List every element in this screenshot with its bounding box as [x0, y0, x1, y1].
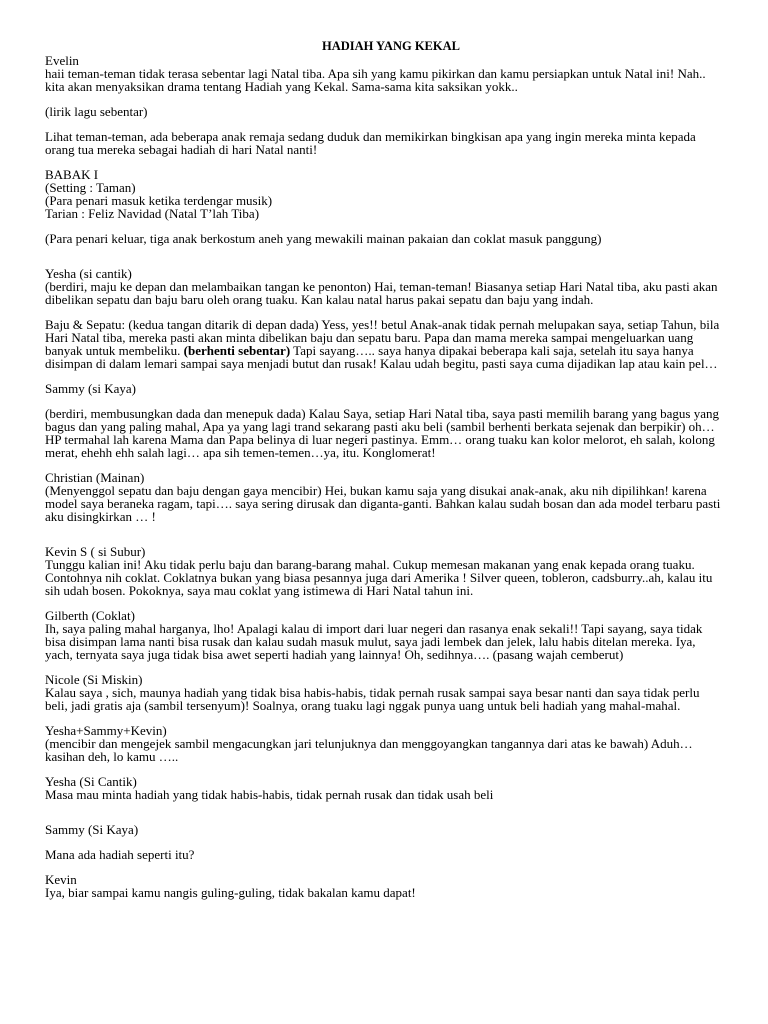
document-title: HADIAH YANG KEKAL	[322, 39, 460, 53]
speaker-sammy: Sammy (si Kaya)	[45, 381, 136, 396]
dialogue-baju-sepatu-part1: Baju & Sepatu: (kedua tangan ditarik di depan dada) Yess, yes!! betul Anak-anak tidak pernah melupakan saya, setiap Tahun, bila Hari Natal tiba, mereka pasti akan minta dibelikan baju dan sepatu baru. Papa dan mama mereka sampai mengeluarkan uang banyak untuk membeliku.	[45, 317, 720, 358]
act-heading: BABAK I	[45, 167, 99, 182]
speaker-sammy-2: Sammy (Si Kaya)	[45, 822, 139, 837]
dialogue-kevin-s: Tunggu kalian ini! Aku tidak perlu baju dan barang-barang mahal. Cukup memesan makanan yang enak kepada orang tuaku. Contohnya nih coklat. Coklatnya bukan yang biasa pesannya juga dari Amerika ! Silver queen, tobleron, cadsburry..ah, kalau itu sih udah bosen. Pokoknya, saya mau coklat yang istimewa di Hari Natal tahun ini.	[45, 557, 713, 598]
speaker-evelin: Evelin	[45, 53, 79, 68]
speaker-nicole: Nicole (Si Miskin)	[45, 672, 143, 687]
speaker-kevin: Kevin	[45, 872, 77, 887]
dialogue-yesha: (berdiri, maju ke depan dan melambaikan tangan ke penonton) Hai, teman-teman! Biasanya setiap Hari Natal tiba, aku pasti akan dibelikan sepatu dan baju baru oleh orang tuaku. Kan kalau natal harus pakai sepatu dan baju yang indah.	[45, 279, 718, 307]
dialogue-christian: (Menyenggol sepatu dan baju dengan gaya mencibir) Hei, bukan kamu saja yang disukai anak-anak, aku nih dipilihkan! karena model saya beraneka ragam, tapi…. saya sering dirusak dan diganta-ganti. Bahkan kalau sudah bosan dan ada model terbaru pasti aku disingkirkan … !	[45, 483, 721, 524]
paragraph-narration: Lihat teman-teman, ada beberapa anak remaja sedang duduk dan memikirkan bingkisan apa yang ingin mereka minta kepada orang tua mereka sebagai hadiah di hari Natal nanti!	[45, 129, 696, 157]
dialogue-baju-sepatu	[45, 318, 725, 370]
dialogue-sammy: (berdiri, membusungkan dada dan menepuk dada) Kalau Saya, setiap Hari Natal tiba, saya pasti memilih barang yang bagus yang bagus dan yang paling mahal, Apa ya yang lagi trand sekarang pasti aku beli (sambil berhenti berkata sejenak dan berpikir) oh… HP termahal lah karena Mama dan Papa belinya di luar negeri pastinya. Emm… orang tuaku kan kolor melorot, eh salah, kolong merat, ehehh ehh salah lagi… apa sih temen-temen…ya, itu. Konglomerat!	[45, 406, 719, 460]
dialogue-yesha-2: Masa mau minta hadiah yang tidak habis-habis, tidak pernah rusak dan tidak usah beli	[45, 787, 494, 802]
speaker-group: Yesha+Sammy+Kevin)	[45, 723, 167, 738]
stage-direction-dancers-exit: (Para penari keluar, tiga anak berkostum aneh yang mewakili mainan pakaian dan coklat masuk panggung)	[45, 231, 602, 246]
speaker-christian: Christian (Mainan)	[45, 470, 145, 485]
dialogue-sammy-2: Mana ada hadiah seperti itu?	[45, 847, 195, 862]
dialogue-group: (mencibir dan mengejek sambil mengacungkan jari telunjuknya dan menggoyangkan tangannya dari atas ke bawah) Aduh… kasihan deh, lo kamu …..	[45, 736, 693, 764]
dialogue-nicole: Kalau saya , sich, maunya hadiah yang tidak bisa habis-habis, tidak pernah rusak sampai saya besar nanti dan saya tidak perlu beli, jadi gratis aja (sambil tersenyum)! Soalnya, orang tuaku lagi nggak punya uang untuk beli hadiah yang mahal-mahal.	[45, 685, 700, 713]
speaker-yesha-2: Yesha (Si Cantik)	[45, 774, 137, 789]
speaker-yesha: Yesha (si cantik)	[45, 266, 132, 281]
dialogue-baju-sepatu-part2: Tapi sayang….. saya hanya dipakai beberapa kali saja, setelah itu saya hanya disimpan di dalam lemari sampai saya menjadi butut dan rusak! Kalau udah begitu, pasti saya cuma dijadikan lap atau kain pel…	[45, 343, 718, 371]
paragraph-intro: haii teman-teman tidak terasa sebentar lagi Natal tiba. Apa sih yang kamu pikirkan dan kamu persiapkan untuk Natal ini! Nah.. kita akan menyaksikan drama tentang Hadiah yang Kekal. Sama-sama kita saksikan yokk..	[45, 66, 706, 94]
speaker-kevin-s: Kevin S ( si Subur)	[45, 544, 146, 559]
dance-line: Tarian : Feliz Navidad (Natal T’lah Tiba)	[45, 206, 260, 221]
dialogue-kevin: Iya, biar sampai kamu nangis guling-guling, tidak bakalan kamu dapat!	[45, 885, 416, 900]
dialogue-baju-sepatu-pause: (berhenti sebentar)	[183, 343, 291, 358]
dialogue-gilberth: Ih, saya paling mahal harganya, lho! Apalagi kalau di import dari luar negeri dan rasanya enak sekali!! Tapi sayang, saya tidak bisa disimpan lama nanti bisa rusak dan kalau sudah masuk mulut, saya jadi lembek dan jelek, lalu habis ditelan mereka. Iya, yach, ternyata saya juga tidak bisa awet seperti hadiah yang lainnya! Oh, sedihnya…. (pasang wajah cemberut)	[45, 621, 703, 662]
document-page	[45, 40, 725, 899]
stage-direction-lyrics: (lirik lagu sebentar)	[45, 104, 148, 119]
speaker-gilberth: Gilberth (Coklat)	[45, 608, 135, 623]
stage-direction-dancers-enter: (Para penari masuk ketika terdengar musik)	[45, 193, 273, 208]
setting-line: (Setting : Taman)	[45, 180, 136, 195]
